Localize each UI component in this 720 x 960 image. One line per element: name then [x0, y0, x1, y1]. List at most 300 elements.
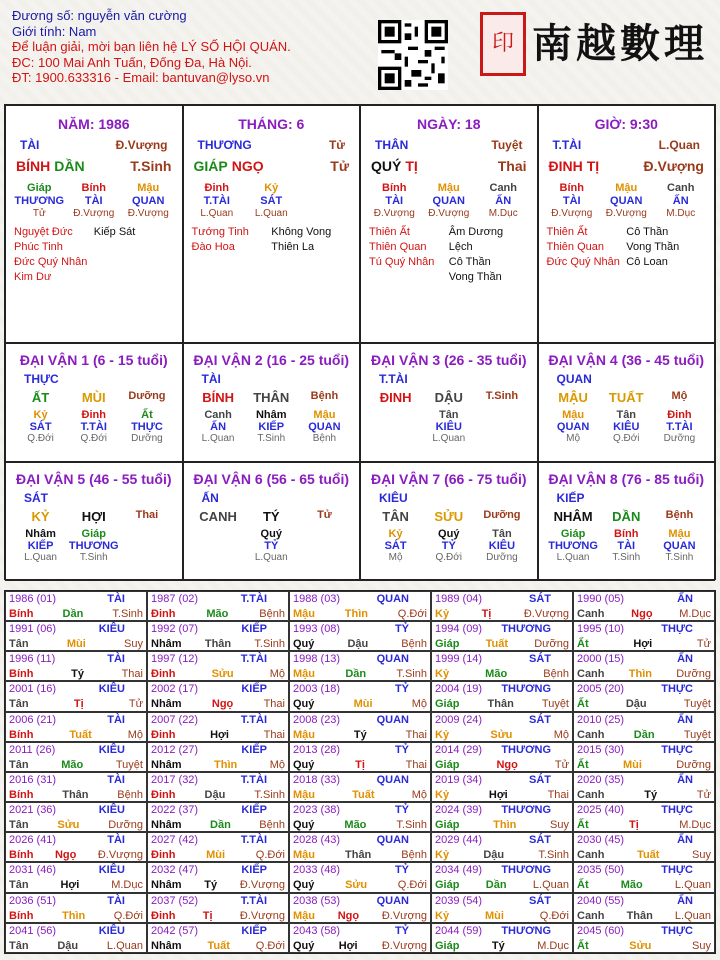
year-top [151, 834, 285, 846]
van-can: CANH [199, 509, 237, 524]
qr-code-icon[interactable] [378, 20, 448, 90]
year-cell [5, 651, 147, 681]
other-stars [94, 225, 174, 285]
year-top [577, 623, 711, 635]
year-stage: L.Quan [106, 939, 143, 952]
pillar-hour [538, 105, 716, 343]
year-ten-god: TÀI [107, 894, 125, 907]
year-stage: Q.Đới [255, 939, 285, 952]
year-stage: Mộ [269, 758, 285, 771]
hidden-item: L.Quan [254, 208, 288, 219]
year-label: 2012 (27) [151, 743, 199, 756]
year-bottom [435, 668, 569, 680]
year-stem: Đinh [151, 909, 176, 922]
year-bottom [151, 940, 285, 952]
ten-god: QUAN [556, 372, 592, 386]
year-ten-god: QUAN [376, 834, 409, 847]
auspicious-stars [369, 225, 449, 285]
year-top [435, 864, 569, 876]
year-stem: Tân [9, 939, 29, 952]
year-bottom [577, 668, 711, 680]
year-label: 2040 (55) [577, 894, 625, 907]
year-ten-god: ẤN [677, 894, 693, 907]
year-label: 2032 (47) [151, 864, 199, 877]
hidden-hs-row [539, 195, 715, 207]
year-top [435, 804, 569, 816]
year-stage: Tuyệt [683, 728, 711, 741]
year-branch: Dần [345, 668, 367, 681]
year-cell [289, 862, 431, 892]
year-top [151, 623, 285, 635]
year-cell [573, 591, 715, 621]
van-cs: Thai [135, 509, 159, 521]
year-stage: Mộ [127, 728, 143, 741]
year-stage: Suy [550, 819, 569, 832]
year-top [151, 895, 285, 907]
year-label: 2000 (15) [577, 653, 625, 666]
year-label: 2039 (54) [435, 894, 483, 907]
hidden-item: T.Sinh [612, 552, 641, 563]
year-cell [5, 772, 147, 802]
year-cell [289, 772, 431, 802]
dai-van-6 [183, 462, 361, 581]
year-label: 2011 (26) [9, 743, 56, 756]
year-top [435, 653, 569, 665]
year-branch: Thìn [493, 819, 517, 832]
other-stars [449, 225, 529, 285]
year-top [435, 895, 569, 907]
star-item: Vong Thần [626, 241, 680, 253]
dai-van-8 [538, 462, 716, 581]
dai-van-title: ĐẠI VẬN 7 (66 - 75 tuổi) [370, 471, 527, 487]
year-ten-god: QUAN [376, 593, 409, 605]
year-label: 2043 (58) [293, 924, 341, 937]
year-top [151, 714, 285, 726]
year-branch: Hợi [210, 728, 229, 741]
year-label: 2013 (28) [293, 743, 341, 756]
hidden-item: M.Dục [488, 208, 518, 219]
special-stars [361, 225, 537, 285]
header-info [12, 8, 291, 86]
year-cell [147, 772, 289, 802]
year-ten-god: THƯƠNG [501, 924, 551, 937]
van-chi: TUẤT [608, 390, 644, 405]
year-stage: Q.Đới [113, 909, 143, 922]
van-hidden-hz [539, 433, 715, 444]
ten-god: KIÊU [379, 491, 408, 505]
hidden-item: QUAN [556, 421, 590, 433]
year-bottom [435, 789, 569, 801]
year-bottom [293, 698, 427, 710]
van-can: BÍNH [202, 390, 234, 405]
star-item: Đức Quý Nhân [14, 256, 88, 268]
year-cell [5, 893, 147, 923]
year-bottom [293, 759, 427, 771]
hidden-item: ẤN [210, 421, 227, 433]
hidden-item: Bính [81, 182, 106, 194]
year-bottom [293, 849, 427, 861]
pillar-title: NĂM: 1986 [57, 116, 130, 132]
year-cell [431, 651, 573, 681]
year-bottom [9, 940, 143, 952]
van-hidden-hz [539, 552, 715, 563]
year-stem: Tân [9, 758, 29, 771]
year-ten-god: TÀI [107, 593, 125, 605]
hidden-item: Giáp [560, 528, 586, 540]
year-stem: Mậu [293, 608, 315, 620]
year-bottom [293, 819, 427, 831]
year-stem: Đinh [151, 788, 176, 801]
year-cell [147, 591, 289, 621]
year-ten-god: KIẾP [241, 683, 267, 696]
year-cell [289, 923, 431, 953]
hidden-item: L.Quan [556, 552, 590, 563]
hidden-item: Đ.Vượng [428, 208, 470, 219]
year-label: 1986 (01) [9, 593, 57, 605]
branch-stage: Đ.Vượng [643, 158, 704, 174]
ten-god: TÀI [20, 138, 40, 152]
year-branch: Tị [481, 608, 492, 620]
hidden-item: Kỷ [33, 409, 48, 421]
year-cell [289, 742, 431, 772]
van-hidden-hs [361, 540, 537, 552]
year-stage: Suy [692, 849, 711, 862]
van-hidden-h [6, 528, 182, 540]
hidden-item: L.Quan [200, 208, 234, 219]
year-ten-god: SÁT [529, 894, 551, 907]
hidden-item: SÁT [384, 540, 407, 552]
van-ten-god [6, 372, 182, 386]
year-top [9, 593, 143, 605]
van-can: KỶ [31, 509, 50, 524]
year-bottom [435, 940, 569, 952]
ten-god: ẤN [201, 491, 219, 505]
year-label: 1987 (02) [151, 593, 199, 605]
van-ten-god [6, 491, 182, 505]
van-can: NHÂM [553, 509, 593, 524]
year-stem: Mậu [293, 788, 315, 801]
year-bottom [151, 789, 285, 801]
hidden-item: KIÊU [488, 540, 516, 552]
year-bottom [151, 638, 285, 650]
heavenly-stem: ĐINH [548, 158, 583, 174]
year-stage: Suy [692, 939, 711, 952]
year-top [435, 925, 569, 937]
year-stem: Đinh [151, 668, 176, 681]
year-top [577, 804, 711, 816]
year-bottom [9, 759, 143, 771]
van-hidden-h [184, 528, 360, 540]
year-ten-god: TỶ [394, 683, 409, 696]
year-label: 2042 (57) [151, 924, 199, 937]
year-label: 2045 (60) [577, 924, 625, 937]
dai-van-title: ĐẠI VẬN 8 (76 - 85 tuổi) [548, 471, 705, 487]
year-stage: Tử [128, 698, 143, 711]
year-stem: Canh [577, 788, 605, 801]
can-chi-row [361, 158, 537, 174]
year-bottom [151, 729, 285, 741]
hidden-item: Mậu [137, 182, 160, 194]
van-hidden-h [6, 409, 182, 421]
year-bottom [9, 789, 143, 801]
year-branch: Tý [204, 879, 218, 892]
year-branch: Tý [644, 788, 658, 801]
year-label: 2003 (18) [293, 683, 341, 696]
star-item: Thiên Quan [369, 241, 427, 253]
year-ten-god: ẤN [677, 834, 693, 847]
earthly-branch: TỊ [405, 158, 418, 174]
hidden-item: TỶ [264, 540, 279, 552]
van-hidden-hz [361, 552, 537, 563]
hidden-item: Bệnh [312, 433, 337, 444]
year-stage: Bệnh [543, 668, 569, 681]
year-label: 2028 (43) [293, 834, 341, 847]
year-label: 2044 (59) [435, 924, 483, 937]
year-stage: T.Sinh [538, 849, 569, 862]
year-cell [573, 893, 715, 923]
year-stage: Mộ [411, 788, 427, 801]
year-bottom [293, 608, 427, 620]
hidden-hs-row [184, 195, 360, 207]
dai-van-title: ĐẠI VẬN 6 (56 - 65 tuổi) [193, 471, 350, 487]
year-branch: Sửu [57, 819, 80, 832]
year-ten-god: KIÊU [98, 804, 125, 817]
year-cell [5, 712, 147, 742]
hidden-hz-row [539, 208, 715, 219]
year-bottom [577, 698, 711, 710]
ten-god: SÁT [24, 491, 48, 505]
year-cell [147, 712, 289, 742]
year-top [293, 895, 427, 907]
dai-van-2 [183, 343, 361, 462]
year-cell [573, 712, 715, 742]
year-cell [431, 591, 573, 621]
year-branch: Tị [629, 819, 639, 832]
year-ten-god: THỰC [661, 924, 693, 937]
year-stem: Ất [577, 879, 589, 892]
year-top [293, 593, 427, 605]
van-can-chi [361, 509, 537, 524]
year-stem: Giáp [435, 939, 460, 952]
year-bottom [577, 759, 711, 771]
van-hidden-hz [6, 552, 182, 563]
hidden-item: SÁT [260, 195, 283, 207]
ten-god: THÂN [375, 138, 409, 152]
year-branch: Mùi [353, 698, 373, 711]
year-cell [573, 651, 715, 681]
year-ten-god: THƯƠNG [501, 683, 551, 696]
year-ten-god: KIẾP [241, 924, 267, 937]
year-top [293, 774, 427, 786]
hidden-item [120, 540, 173, 552]
year-top [151, 653, 285, 665]
hidden-item: Đ.Vượng [605, 208, 647, 219]
year-stage: M.Dục [111, 879, 143, 892]
hidden-item: Q.Đới [612, 433, 640, 444]
year-stem: Quý [293, 638, 315, 651]
year-stage: Thai [405, 728, 427, 741]
year-branch: Tý [353, 728, 367, 741]
year-top [435, 683, 569, 695]
year-stem: Ất [577, 698, 589, 711]
hidden-item: T.TÀI [203, 195, 230, 207]
year-cell [573, 742, 715, 772]
year-top [9, 774, 143, 786]
dai-van-title: ĐẠI VẬN 5 (46 - 55 tuổi) [15, 471, 172, 487]
dai-van-7 [360, 462, 538, 581]
year-top [293, 653, 427, 665]
year-bottom [151, 668, 285, 680]
hidden-item: Ất [141, 409, 153, 421]
hidden-item [369, 409, 422, 421]
star-item: Phúc Tinh [14, 241, 63, 253]
year-bottom [9, 698, 143, 710]
other-stars [626, 225, 706, 270]
year-label: 2009 (24) [435, 713, 483, 726]
year-bottom [577, 879, 711, 891]
year-top [435, 834, 569, 846]
stem-branch-pair [194, 158, 264, 174]
year-ten-god: TỶ [394, 804, 409, 817]
year-label: 1988 (03) [293, 593, 341, 605]
year-stem: Canh [577, 728, 605, 741]
year-ten-god: T.TÀI [240, 653, 267, 666]
year-branch: Dậu [57, 939, 79, 952]
year-stem: Canh [577, 668, 605, 681]
star-item: Đức Quý Nhân [546, 256, 620, 268]
year-stage: Dưỡng [108, 819, 143, 832]
year-stem: Tân [9, 879, 29, 892]
year-label: 2017 (32) [151, 773, 199, 786]
year-stem: Mậu [293, 728, 315, 741]
year-cell [431, 742, 573, 772]
star-stage: Đ.Vượng [115, 138, 168, 152]
year-label: 2024 (39) [435, 804, 483, 817]
van-can-chi [6, 509, 182, 524]
year-top [9, 683, 143, 695]
hidden-item [475, 433, 528, 444]
earthly-branch: NGỌ [231, 158, 264, 174]
year-stem: Giáp [435, 758, 460, 771]
year-stem: Nhâm [151, 638, 182, 651]
auspicious-stars [547, 225, 627, 270]
van-can-chi [6, 390, 182, 405]
van-chi: HỢI [81, 509, 106, 524]
year-bottom [435, 608, 569, 620]
year-branch: Tuất [69, 728, 92, 741]
year-branch: Tý [491, 939, 505, 952]
year-branch: Sửu [211, 668, 234, 681]
red-seal-stamp: 印 [480, 12, 526, 76]
year-stage: Q.Đới [539, 909, 569, 922]
ten-god: THƯƠNG [197, 138, 252, 152]
year-stage: L.Quan [532, 879, 569, 892]
earthly-branch: DẦN [54, 158, 85, 174]
year-stage: T.Sinh [396, 819, 427, 832]
year-stem: Ất [577, 758, 589, 771]
star-item: Thiên La [271, 241, 315, 253]
year-stage: T.Sinh [396, 668, 427, 681]
year-top [9, 864, 143, 876]
year-ten-god: THỰC [661, 623, 693, 636]
year-bottom [9, 849, 143, 861]
hidden-item: TÀI [617, 540, 636, 552]
year-label: 2025 (40) [577, 804, 625, 817]
year-cell [573, 923, 715, 953]
year-stem: Tân [9, 819, 29, 832]
year-stem: Kỷ [435, 728, 450, 741]
year-label: 2038 (53) [293, 894, 341, 907]
year-label: 2001 (16) [9, 683, 57, 696]
van-hidden-hs [6, 540, 182, 552]
hidden-item: Tân [492, 528, 512, 540]
branch-stage: Thai [497, 158, 527, 174]
hidden-item [475, 409, 528, 421]
year-bottom [9, 879, 143, 891]
year-top [435, 593, 569, 605]
hidden-item: L.Quan [24, 552, 57, 563]
pillar-grid [4, 104, 716, 580]
year-top [151, 804, 285, 816]
year-stage: T.Sinh [254, 638, 285, 651]
hidden-item [120, 528, 173, 540]
year-branch: Thìn [214, 758, 238, 771]
year-bottom [435, 879, 569, 891]
year-top [577, 834, 711, 846]
year-stage: Thai [547, 788, 569, 801]
year-stem: Giáp [435, 638, 460, 651]
star-item: Thiên Ất [546, 226, 588, 238]
van-can-chi [184, 390, 360, 405]
heavenly-stem: BÍNH [16, 158, 51, 174]
year-cell [5, 621, 147, 651]
year-ten-god: T.TÀI [240, 834, 267, 847]
year-top [577, 593, 711, 605]
van-chi: THÂN [253, 390, 290, 405]
year-stage: Q.Đới [255, 849, 285, 862]
year-top [577, 895, 711, 907]
year-stage: T.Sinh [112, 608, 143, 620]
pillar-day [360, 105, 538, 343]
year-stem: Nhâm [151, 819, 182, 832]
year-cell [147, 832, 289, 862]
year-branch: Sửu [490, 728, 513, 741]
year-top [577, 925, 711, 937]
year-cell [147, 923, 289, 953]
hidden-item: Đinh [81, 409, 106, 421]
year-ten-god: KIÊU [98, 623, 125, 636]
logo: 南越數理 [532, 20, 708, 67]
year-stage: Đ.Vượng [381, 939, 427, 952]
year-bottom [577, 849, 711, 861]
hidden-item: L.Quan [432, 433, 466, 444]
year-label: 1999 (14) [435, 653, 483, 666]
ten-god: TÀI [201, 372, 221, 386]
year-stage: Tuyệt [541, 698, 569, 711]
year-label: 2010 (25) [577, 713, 625, 726]
year-stage: Bệnh [259, 819, 285, 832]
hidden-h-row [361, 182, 537, 194]
year-stage: Suy [124, 638, 143, 651]
year-branch: Thân [487, 698, 514, 711]
van-hidden-hs [539, 540, 715, 552]
hidden-item: Đ.Vượng [127, 208, 169, 219]
year-stem: Kỷ [435, 909, 450, 922]
ten-god: T.TÀI [379, 372, 408, 386]
year-top [9, 804, 143, 816]
year-cell [147, 893, 289, 923]
year-ten-god: ẤN [677, 593, 693, 605]
